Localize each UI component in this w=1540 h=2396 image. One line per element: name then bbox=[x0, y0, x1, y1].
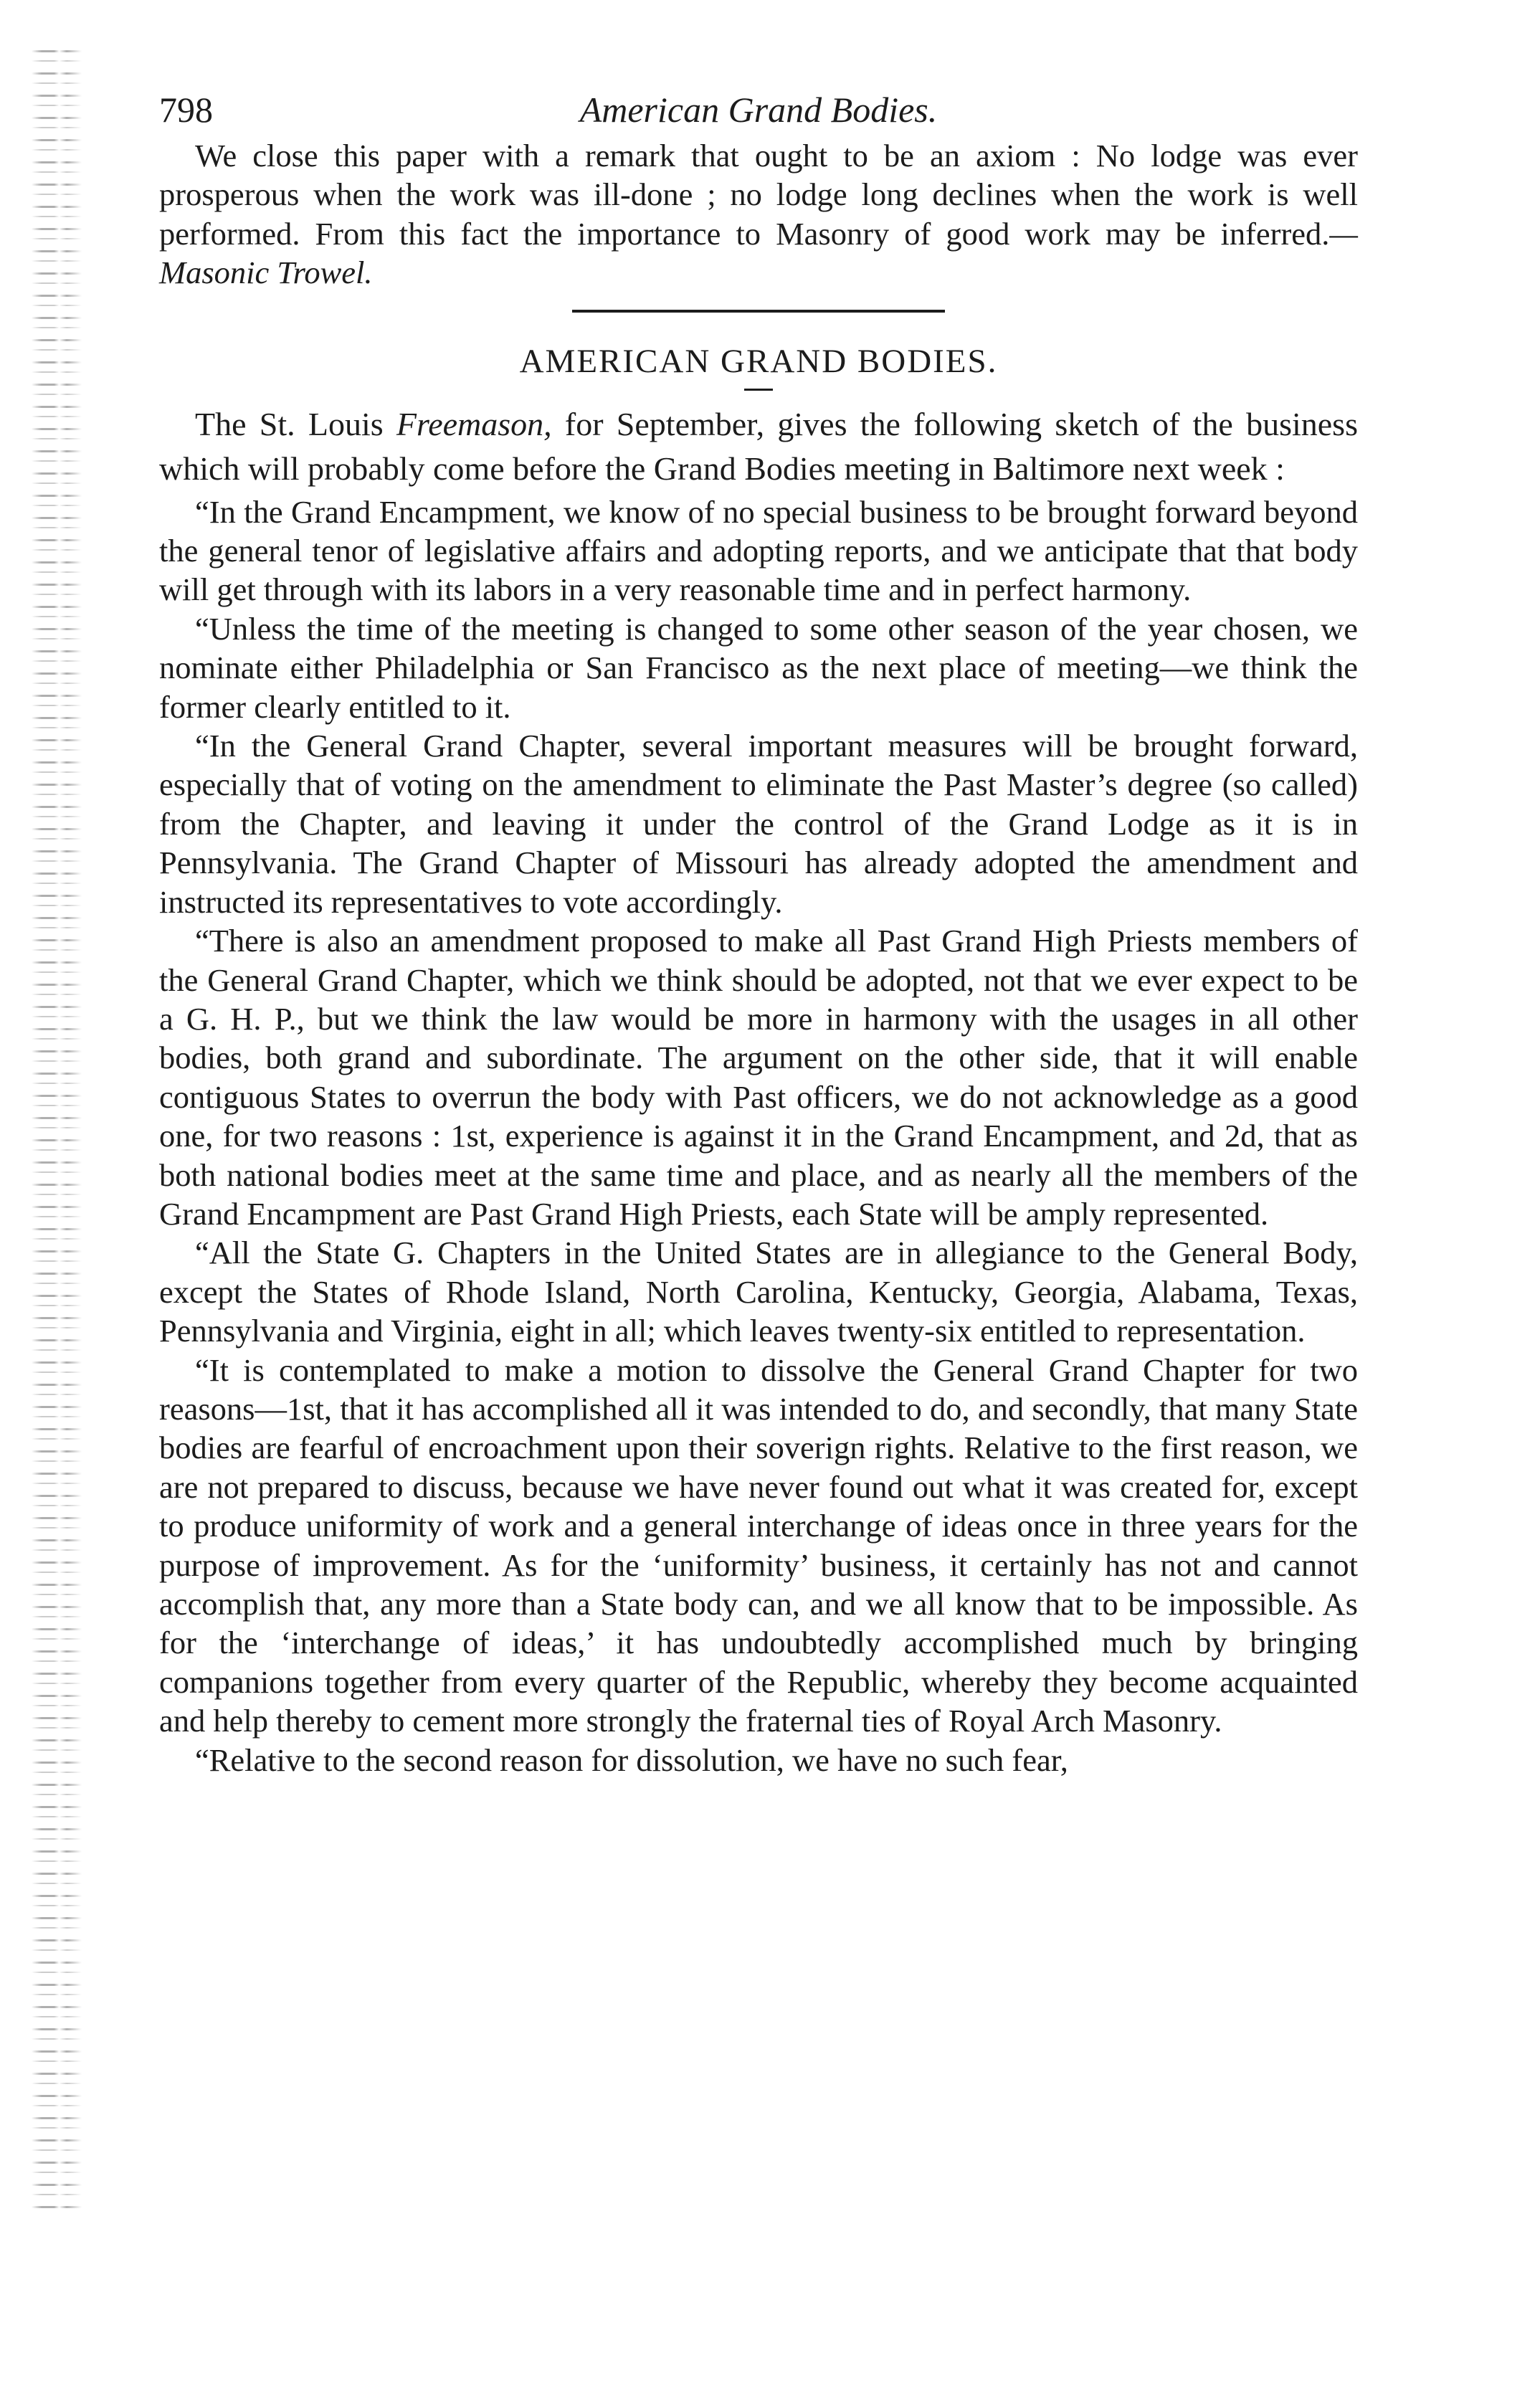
quoted-paragraph-state-chapters: “All the State G. Chapters in the United States are in allegiance to the General Body, except the States of Rhode Island, North Carolina, Kentucky, Georgia, Alabama, Texas, Pennsylvania and Virginia, eight in all; which leaves twenty-six entitled to representation. bbox=[159, 1235, 1358, 1349]
quoted-paragraph-meeting-place: “Unless the time of the meeting is changed to some other season of the year chosen, we nominate either Philadelphia or San Francisco as the next place of meeting—we think the former clearly entitled to it. bbox=[159, 610, 1358, 725]
running-title: American Grand Bodies. bbox=[579, 90, 938, 130]
page-number: 798 bbox=[159, 90, 213, 130]
article-title: AMERICAN GRAND BODIES. bbox=[519, 342, 998, 380]
intro-text-before: The St. Louis bbox=[195, 405, 396, 442]
running-head bbox=[159, 85, 1358, 135]
book-page bbox=[159, 85, 1358, 1779]
closing-paragraph bbox=[159, 136, 1358, 293]
quoted-paragraph-dissolution-motion: “It is contemplated to make a motion to dissolve the General Grand Chapter for two reasons—1st, that it has accomplished all it was intended to do, and secondly, that many State bodies are fearful of encroachment upon their soverign rights. Relative to the first reason, we are not prepared to discuss, because we have never found out what it was created for, except to produce uniformity of work and a general interchange of ideas once in three years for the purpose of improvement. As for the ‘uniformity’ business, it certainly has not and cannot accomplish that, any more than a State body can, and we all know that to be impossible. As for the ‘interchange of ideas,’ it has undoubtedly accomplished much by bringing companions together from every quarter of the Republic, whereby they become acquainted and help thereby to cement more strongly the fraternal ties of Royal Arch Masonry. bbox=[159, 1351, 1358, 1739]
binding-gutter-marks bbox=[32, 50, 82, 2208]
title-dash bbox=[744, 389, 773, 391]
intro-text-after: for September, gives the following sketch of the business which will probably come before the Grand Bodies meeting in Baltimore next week : bbox=[159, 405, 1358, 487]
quoted-paragraph-second-reason: “Relative to the second reason for dissolution, we have no such fear, bbox=[195, 1741, 1068, 1778]
article-intro bbox=[159, 402, 1358, 491]
closing-paragraph-text: We close this paper with a remark that ought to be an axiom : No lodge was ever prosperous when the work was ill-done ; no lodge long declines when the work is well performed. From this fact the importance to Masonry of good work may be inferred. bbox=[159, 138, 1358, 252]
quoted-paragraph-general-grand-chapter: “In the General Grand Chapter, several important measures will be brought forward, especially that of voting on the amendment to eliminate the Past Master’s degree (so called) from the Chapter, and leaving it under the control of the Grand Lodge as it is in Pennsylvania. The Grand Chapter of Missouri has already adopted the amendment and instructed its representatives to vote accordingly. bbox=[159, 728, 1358, 920]
intro-publication-name: Freemason, bbox=[396, 405, 552, 442]
closing-source-attribution: —Masonic Trowel. bbox=[159, 215, 1358, 291]
section-divider-rule bbox=[572, 310, 945, 313]
quoted-paragraph-past-grand-high-priests: “There is also an amendment proposed to make all Past Grand High Priests members of the General Grand Chapter, which we think should be adopted, not that we ever expect to be a G. H. P., but we think the law would be more in harmony with the usages in all other bodies, both grand and subordinate. The argument on the other side, that it will enable contiguous States to overrun the body with Past officers, we do not acknowledge as a good one, for two reasons : 1st, experience is against it in the Grand Encampment, and 2d, that as both national bodies meet at the same time and place, and as nearly all the members of the Grand Encampment are Past Grand High Priests, each State will be amply represented. bbox=[159, 923, 1358, 1232]
quoted-paragraph-grand-encampment: “In the Grand Encampment, we know of no special business to be brought forward beyond the general tenor of legislative affairs and adopting reports, and we anticipate that that body will get through with its labors in a very reasonable time and in perfect harmony. bbox=[159, 493, 1358, 608]
